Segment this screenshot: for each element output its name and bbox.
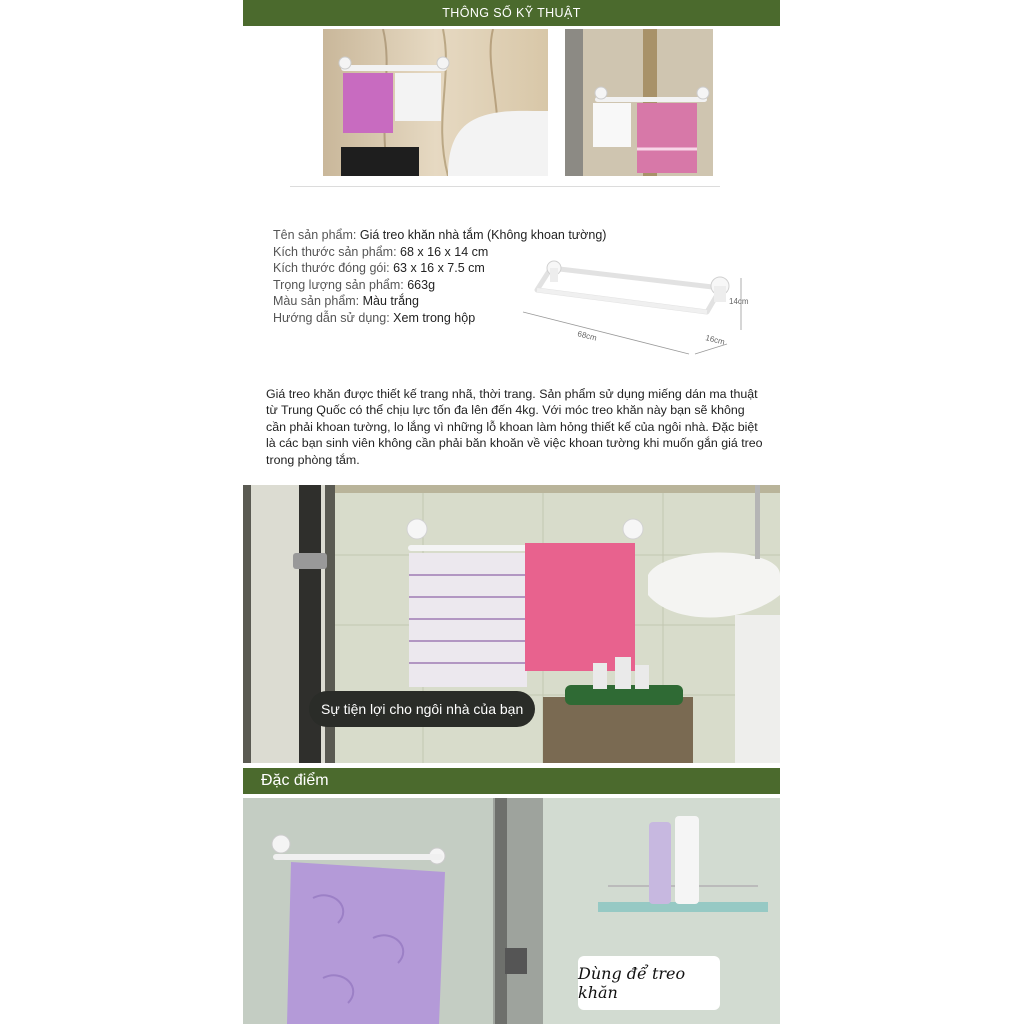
section-header-features [243, 768, 780, 794]
spec-row: Kích thước đóng gói: 63 x 16 x 7.5 cm [273, 261, 485, 275]
section-header-title: THÔNG SỐ KỸ THUẬT [442, 6, 581, 20]
banner-caption [309, 691, 535, 727]
spec-row: Màu sản phẩm: Màu trắng [273, 294, 419, 308]
product-description: Giá treo khăn được thiết kế trang nhã, thời trang. Sản phẩm sử dụng miếng dán ma thuật từ Trung Quốc có thể chịu lực tốn đa lên đến 4kg. Với móc treo khăn này bạn sẽ không cần phải khoan tường, lo lắng vì những lỗ khoan làm hỏng thiết kế của ngôi nhà. Đặc biệt là các bạn sinh viên không cần phải băn khoăn về việc khoan tường khi muốn gắn giá treo trong phòng tắm. [266, 387, 763, 467]
banner-caption-text: Sự tiện lợi cho ngôi nhà của bạn [321, 701, 524, 717]
spec-row: Trọng lượng sản phẩm: 663g [273, 277, 436, 292]
spec-row: Tên sản phẩm: Giá treo khăn nhà tắm (Không khoan tường) [273, 228, 607, 242]
towel-rack-illustration [537, 261, 729, 312]
section-header-specs [243, 0, 780, 26]
feature-note-text: Dùng để treo khăn [578, 964, 686, 1002]
dimension-diagram [515, 258, 760, 362]
product-photo-2 [565, 29, 713, 176]
divider [290, 186, 720, 187]
section-title: Đặc điểm [261, 772, 329, 789]
dimension-length-label: 68cm [576, 329, 598, 343]
dimension-depth-label: 16cm [704, 333, 726, 347]
spec-row: Hướng dẫn sử dụng: Xem trong hộp [273, 310, 476, 325]
spec-row: Kích thước sản phẩm: 68 x 16 x 14 cm [273, 244, 489, 259]
product-photo-1 [323, 29, 548, 176]
dimension-height-label: 14cm [729, 297, 749, 306]
feature-note [578, 956, 720, 1010]
